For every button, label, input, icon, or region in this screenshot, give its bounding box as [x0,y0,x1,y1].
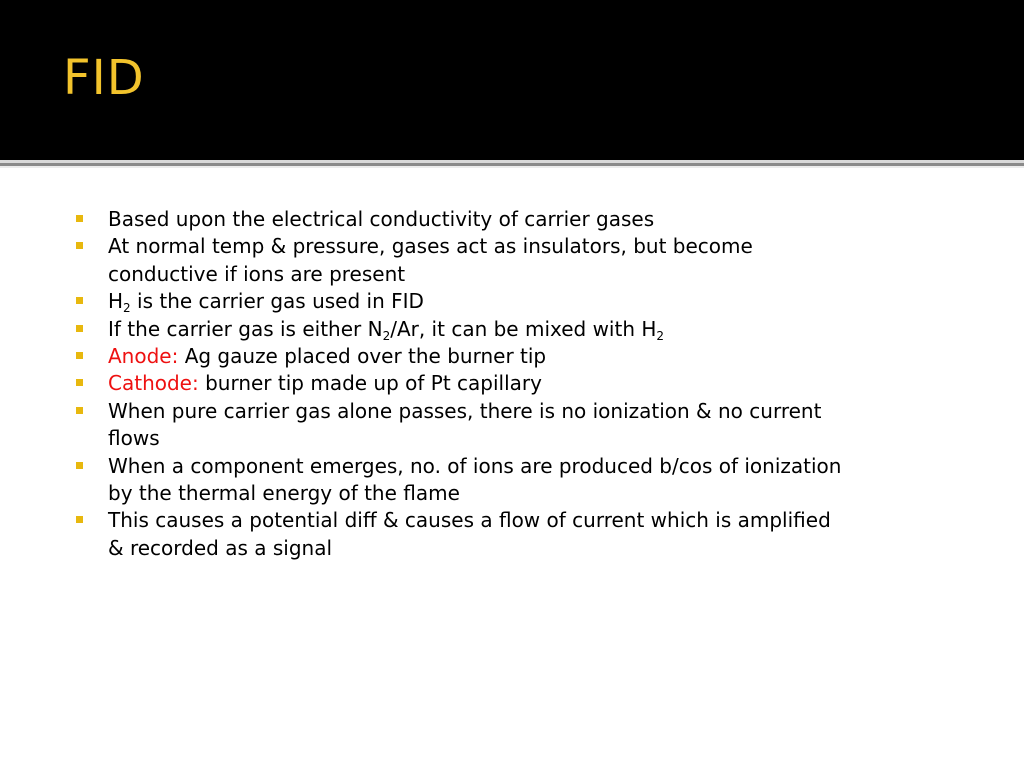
bullet-item-no-ionization [76,398,976,453]
title-divider-white [0,166,1024,168]
square-bullet-icon [76,242,83,249]
bullet-item-signal [76,507,976,562]
cathode-text: burner tip made up of Pt capillary [198,371,542,396]
square-bullet-icon [76,379,83,386]
slide-title: FID [63,50,145,106]
square-bullet-icon [76,215,83,222]
bullet-item-insulators [76,233,976,288]
bullet-text-line-2: conductive if ions are present [108,261,406,286]
bullet-list [76,206,976,562]
bullet-text-line-1: At normal temp & pressure, gases act as insulators, but become [108,234,753,259]
bullet-item-conductivity [76,206,976,233]
subscript-2: 2 [123,301,131,316]
bullet-item-component-emerges [76,453,976,508]
bullet-item-cathode [76,370,976,397]
bullet-text-line-1: When pure carrier gas alone passes, there is no ionization & no current [108,398,822,423]
bullet-text-rest: is the carrier gas used in FID [130,289,424,314]
bullet-text-line-2: & recorded as a signal [108,535,333,560]
square-bullet-icon [76,325,83,332]
bullet-text-line-1: When a component emerges, no. of ions are produced b/cos of ionization [108,453,842,478]
bullet-text-line-2: flows [108,426,160,451]
bullet-text-line-1: This causes a potential diff & causes a flow of current which is amplified [108,508,831,533]
square-bullet-icon [76,516,83,523]
bullet-text: Based upon the electrical conductivity of carrier gases [108,207,655,231]
anode-label: Anode: [108,344,179,369]
bullet-item-anode [76,343,976,370]
subscript-n2: 2 [382,328,391,343]
bullet-text-part-1: If the carrier gas is either N [108,316,383,341]
title-bar [0,0,1024,160]
square-bullet-icon [76,462,83,469]
bullet-text-part-2: /Ar, it can be mixed with H [390,316,657,341]
bullet-item-carrier-gas [76,288,976,315]
cathode-label: Cathode: [108,371,199,396]
square-bullet-icon [76,297,83,304]
square-bullet-icon [76,407,83,414]
square-bullet-icon [76,352,83,359]
bullet-item-mixed-gas [76,316,976,343]
anode-text: Ag gauze placed over the burner tip [178,344,547,369]
bullet-text-h: H [108,289,124,314]
subscript-h2: 2 [656,328,665,343]
bullet-text-line-2: by the thermal energy of the flame [108,481,460,506]
